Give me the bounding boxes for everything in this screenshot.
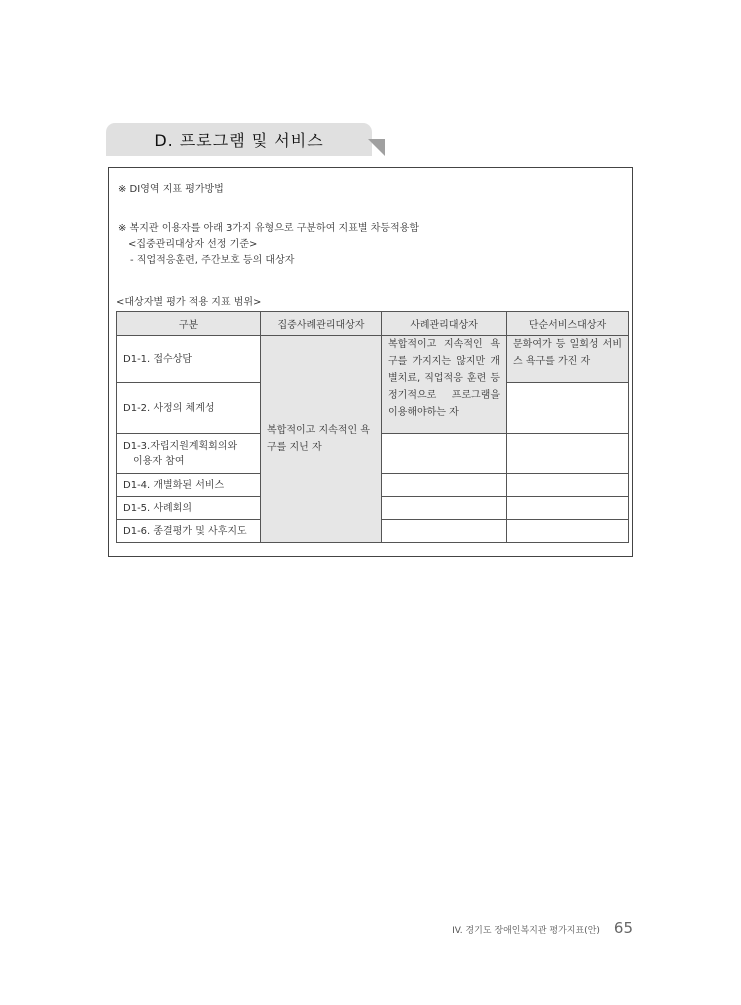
empty-cell [507,434,629,474]
tab-fold-decoration [368,139,385,156]
empty-cell [382,520,507,543]
simple-description: 문화여가 등 일회성 서비스 욕구를 가진 자 [507,336,629,383]
page-footer [452,919,633,937]
row-label [117,434,261,474]
footer-text: IV. 경기도 장애인복지관 평가지표(안) [452,926,600,936]
row-label-line-2: 이용자 참여 [133,455,185,467]
row-label-line-1: D1-3.자립지원계획회의와 [123,440,238,452]
header-category: 구분 [117,312,261,336]
table-row [117,336,629,383]
intensive-description: 복합적이고 지속적인 욕구를 지닌 자 [261,336,382,543]
page-number: 65 [613,919,633,937]
empty-cell [507,474,629,497]
empty-cell [507,383,629,434]
row-label: D1-1. 접수상담 [117,336,261,383]
section-title: D. 프로그램 및 서비스 [154,131,324,150]
case-description: 복합적이고 지속적인 욕구를 가지지는 않지만 개별치료, 직업적응 훈련 등 정기적으로 프로그램을 이용해야하는 자 [382,336,507,434]
table-caption: <대상자별 평가 적용 지표 범위> [116,297,262,308]
note-line-4: - 직업적응훈련, 주간보호 등의 대상자 [130,255,295,266]
note-line-3: <집중관리대상자 선정 기준> [128,239,258,250]
header-simple: 단순서비스대상자 [507,312,629,336]
note-line-1: ※ DI영역 지표 평가방법 [118,184,224,195]
row-label: D1-6. 종결평가 및 사후지도 [117,520,261,543]
row-label: D1-5. 사례회의 [117,497,261,520]
empty-cell [382,497,507,520]
empty-cell [382,474,507,497]
row-label: D1-2. 사정의 체계성 [117,383,261,434]
evaluation-table [116,311,629,543]
empty-cell [507,497,629,520]
section-title-tab [106,123,372,156]
note-line-2: ※ 복지관 이용자를 아래 3가지 유형으로 구분하여 지표별 차등적용함 [118,223,419,234]
header-intensive: 집중사례관리대상자 [261,312,382,336]
empty-cell [382,434,507,474]
empty-cell [507,520,629,543]
table-header-row [117,312,629,336]
row-label: D1-4. 개별화된 서비스 [117,474,261,497]
header-case: 사례관리대상자 [382,312,507,336]
